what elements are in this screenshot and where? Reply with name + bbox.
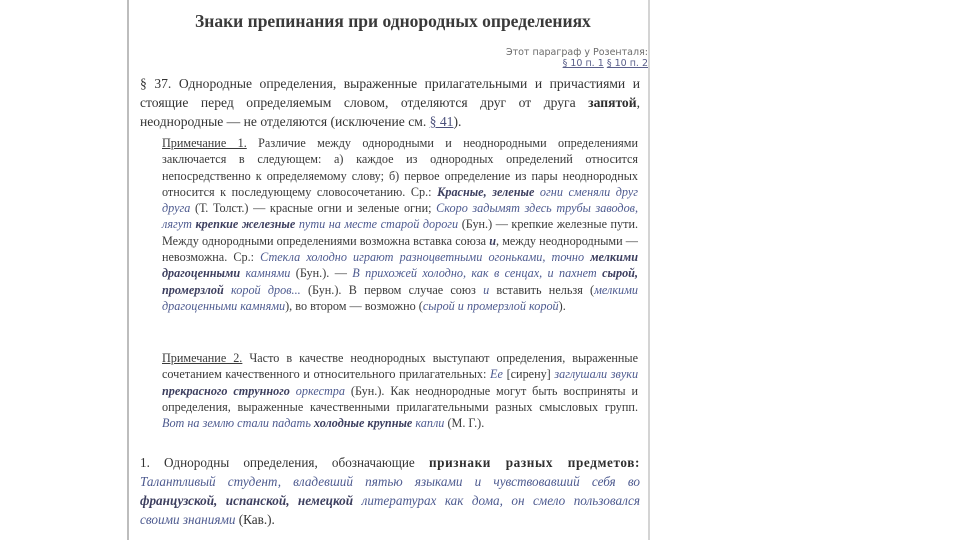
reference-link-1[interactable]: § 10 п. 1: [562, 58, 604, 69]
note-2-text: (Бун.). Как неоднородные могут быть восприняты и определения, выраженные качественными прилагательными разных смысловых групп.: [162, 383, 639, 414]
conjunction: и: [489, 233, 496, 248]
rule-item-1-text: (Кав.).: [238, 512, 275, 527]
example-text: Стекла холодно играют разноцветными огоньками, точно: [260, 250, 585, 265]
reference-links: [488, 58, 648, 69]
example-text: корой дров...: [231, 282, 301, 297]
note-2-text: [сирену]: [506, 367, 551, 382]
note-2-text: (М. Г.).: [447, 416, 485, 431]
note-2: [162, 350, 638, 431]
note-2-label: Примечание 2.: [162, 351, 243, 365]
example-text: Скоро задымят здесь трубы заводов, лягут: [162, 201, 639, 232]
reference-link-2[interactable]: § 10 п. 2: [606, 58, 648, 69]
example-text: пути на месте старой дороги: [298, 217, 459, 232]
paragraph-41-link[interactable]: § 41: [429, 114, 454, 129]
note-1-text: Различие между однородными и неоднородными определениями заключается в следующем: а) каждое из однородных определений относится непосредственно к определяемому слову; б) первое определение из пары неоднородных относится к последующему словосочетанию. Ср.:: [162, 136, 638, 199]
example-text: Талантливый студент, владевший пятью языками и чувствовавший себя во: [140, 474, 640, 489]
page-right-border: [648, 0, 650, 540]
example-bold: прекрасного струнного: [162, 383, 290, 398]
example-text: мелкими драгоценными камнями: [162, 282, 638, 313]
comma-word: запятой: [588, 95, 637, 110]
rule-item-1: [140, 453, 640, 529]
paragraph-text-1: Однородные определения, выраженные прилагательными и причастиями и стоящие перед определяемым словом, отделяются друг от друга: [140, 76, 641, 110]
paragraph-37: [140, 74, 640, 131]
example-bold: сырой, промерзлой: [162, 266, 638, 297]
example-bold: мелкими драгоценными: [162, 250, 638, 281]
example-bold: Красные, зеленые: [437, 184, 535, 199]
page-left-border: [127, 0, 129, 540]
paragraph-number: § 37.: [140, 76, 172, 91]
example-text: В прихожей холодно, как в сенцах, и пахнет: [352, 266, 597, 281]
paragraph-text-3: ).: [453, 114, 462, 129]
conjunction: и: [483, 282, 490, 297]
example-text: Ее: [490, 367, 503, 382]
rule-item-1-text: 1. Однородны определения, обозначающие: [140, 455, 415, 470]
example-bold: холодные крупные: [313, 416, 413, 431]
example-text: Вот на землю стали падать: [162, 416, 311, 431]
example-text: капли: [415, 416, 445, 431]
page-title: Знаки препинания при однородных определениях: [195, 11, 591, 31]
example-text: литературах как дома, он смело пользовался своими знаниями: [140, 493, 640, 527]
note-1-text: (Т. Толст.) — красные огни и зеленые огни;: [195, 201, 432, 216]
note-1: [162, 135, 638, 314]
note-1-text: вставить нельзя (: [496, 282, 595, 297]
example-text: сырой и промерзлой корой: [422, 298, 559, 313]
note-1-text: ).: [558, 298, 566, 313]
example-bold: французской, испанской, немецкой: [140, 493, 354, 508]
note-1-text: , между неоднородными — невозможна. Ср.:: [162, 233, 638, 265]
paragraph-text-2: , неоднородные — не отделяются (исключение см.: [140, 95, 640, 129]
note-1-label: Примечание 1.: [162, 136, 247, 150]
example-bold: крепкие железные: [195, 217, 296, 232]
note-1-text: (Бун.). —: [295, 266, 347, 281]
note-1-text: (Бун.) — крепкие железные пути. Между однородными определениями возможна вставка союза: [162, 217, 639, 248]
example-text: оркестра: [295, 383, 345, 398]
reference-label: Этот параграф у Розенталя:: [505, 47, 648, 58]
note-1-text: ), во втором — возможно (: [285, 298, 423, 313]
example-text: огни сменяли друг друга: [162, 184, 639, 216]
example-text: заглушали звуки: [554, 367, 639, 382]
rule-item-1-bold: признаки разных предметов:: [428, 455, 640, 470]
note-2-text: Часто в качестве неоднородных выступают определения, выраженные сочетанием качественного и относительного прилагательных:: [162, 351, 638, 382]
example-text: камнями: [245, 266, 291, 281]
rosenthal-reference: [488, 47, 648, 69]
note-1-text: (Бун.). В первом случае союз: [307, 282, 476, 297]
